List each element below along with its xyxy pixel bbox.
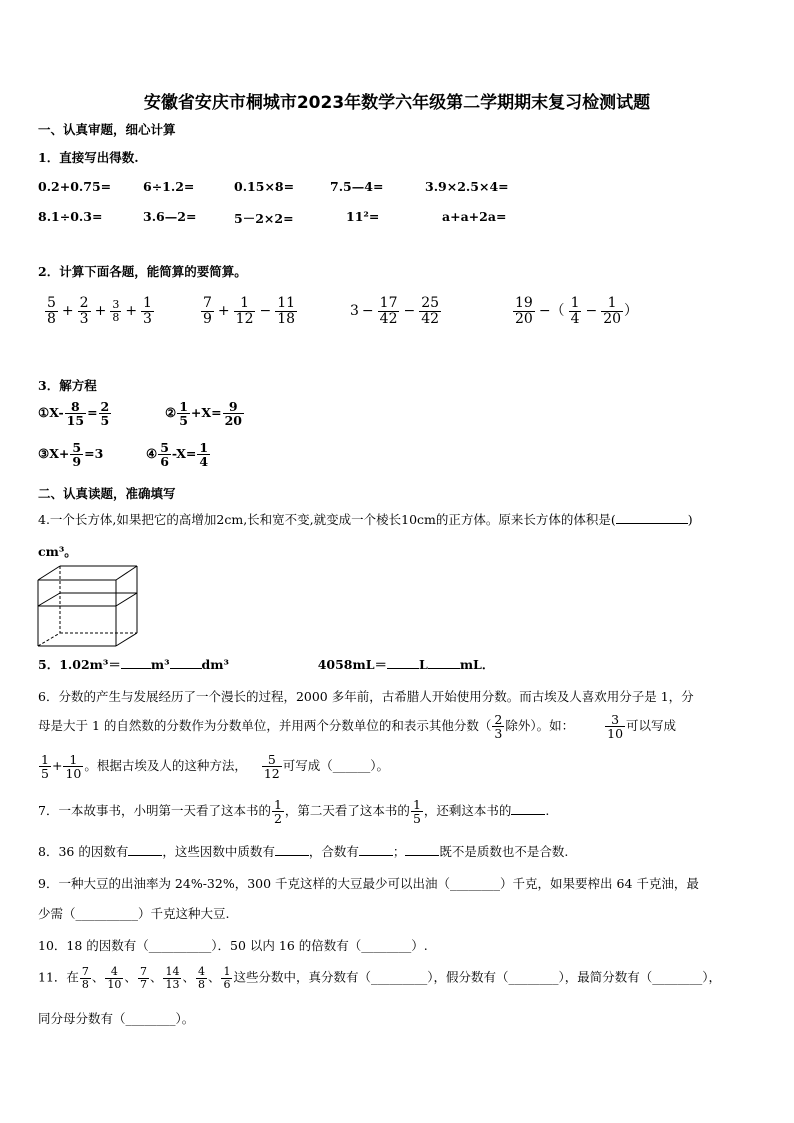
section-2-heading: 二、认真读题，准确填写 bbox=[38, 486, 176, 501]
q1-item: 3.9×2.5×4= bbox=[425, 179, 509, 194]
q6-line-1: 6．分数的产生与发展经历了一个漫长的过程，2000 多年前，古希腊人开始使用分数。而古埃及人喜欢用分子是 1，分 bbox=[38, 689, 694, 704]
q4-text: 4.一个长方体,如果把它的高增加2cm,长和宽不变,就变成一个棱长10cm的正方体。原来长方体的体积是( ) bbox=[38, 512, 693, 527]
q3-heading: 3．解方程 bbox=[38, 378, 97, 393]
q2-heading: 2．计算下面各题，能简算的要简算。 bbox=[38, 264, 247, 279]
q1-item: 11²= bbox=[346, 209, 380, 224]
q6-line-2: 母是大于 1 的自然数的分数作为分数单位，并用两个分数单位的和表示其他分数（ $\frac{2}{3}$ 除外）。如： $\frac{3}{10}$ 可以写成 bbox=[38, 712, 677, 742]
q1-item: 6÷1.2= bbox=[143, 179, 195, 194]
q5-text: 5．1.02m³＝ m³ dm³ 4058mL＝ L mL． bbox=[38, 657, 495, 672]
q1-item: 3.6—2= bbox=[143, 209, 197, 224]
q1-heading: 1．直接写出得数. bbox=[38, 150, 139, 165]
q9-line-2: 少需（__________）千克这种大豆. bbox=[38, 906, 230, 921]
q3-equation-1: ①X- $\frac{8}{15}$ = $\frac{2}{5}$ bbox=[38, 399, 110, 429]
q2-expression-4: $\frac{19}{20}$ −（ $\frac{1}{4}$ − $\frac{1}{20}$ ） bbox=[515, 295, 639, 327]
q9-line-1: 9．一种大豆的出油率为 24%-32%，300 千克这样的大豆最少可以出油（________）千克，如果要榨出 64 千克油，最 bbox=[38, 876, 699, 891]
q4-unit: cm³。 bbox=[38, 544, 77, 559]
page-title: 安徽省安庆市桐城市2023年数学六年级第二学期期末复习检测试题 bbox=[143, 93, 651, 113]
q2-expression-2: $\frac{7}{9}$ + $\frac{1}{12}$ − $\frac{11}{18}$ bbox=[203, 295, 296, 327]
q6-line-3: $\frac{1}{5}$ + $\frac{1}{10}$ 。根据古埃及人的这种方法， $\frac{5}{12}$ 可写成（______）。 bbox=[41, 752, 390, 782]
cuboid-figure bbox=[36, 564, 140, 648]
q1-item: a+a+2a= bbox=[442, 209, 507, 224]
q8-text: 8．36 的因数有 ，这些因数中质数有 ，合数有 ； 既不是质数也不是合数. bbox=[38, 844, 569, 859]
section-1-heading: 一、认真审题，细心计算 bbox=[38, 122, 176, 137]
q1-item: 8.1÷0.3= bbox=[38, 209, 103, 224]
q11-line-1: 11．在 $\frac{7}{8}$ 、 $\frac{4}{10}$ 、 $\frac{7}{7}$ 、 $\frac{14}{13}$ 、 $\frac{4}{8}$ 、 $\frac{1}{6}$ 这些分数中，真分数有（_________），假分数有（________），最简分数有（________）， bbox=[38, 965, 721, 991]
q3-equation-4: ④ $\frac{5}{6}$ -X= $\frac{1}{4}$ bbox=[146, 440, 209, 470]
q1-item: 7.5—4= bbox=[330, 179, 384, 194]
q10-text: 10．18 的因数有（__________）．50 以内 16 的倍数有（________）. bbox=[38, 938, 428, 953]
q3-equation-2: ② $\frac{1}{5}$ +X= $\frac{9}{20}$ bbox=[165, 399, 242, 429]
q1-item: 0.15×8= bbox=[234, 179, 295, 194]
q1-item: 0.2+0.75= bbox=[38, 179, 112, 194]
q3-equation-3: ③X+ $\frac{5}{9}$ =3 bbox=[38, 440, 104, 470]
q7-text: 7．一本故事书，小明第一天看了这本书的 $\frac{1}{2}$ ，第二天看了这本书的 $\frac{1}{5}$ ，还剩这本书的 . bbox=[38, 797, 550, 827]
q11-line-2: 同分母分数有（________）。 bbox=[38, 1011, 195, 1026]
q2-expression-3: 3 − $\frac{17}{42}$ − $\frac{25}{42}$ bbox=[350, 295, 440, 327]
q2-expression-1: $\frac{5}{8}$ + $\frac{2}{3}$ + $\frac{3}{8}$ + $\frac{1}{3}$ bbox=[47, 295, 152, 327]
q1-item: 5－2×2= bbox=[234, 211, 294, 226]
